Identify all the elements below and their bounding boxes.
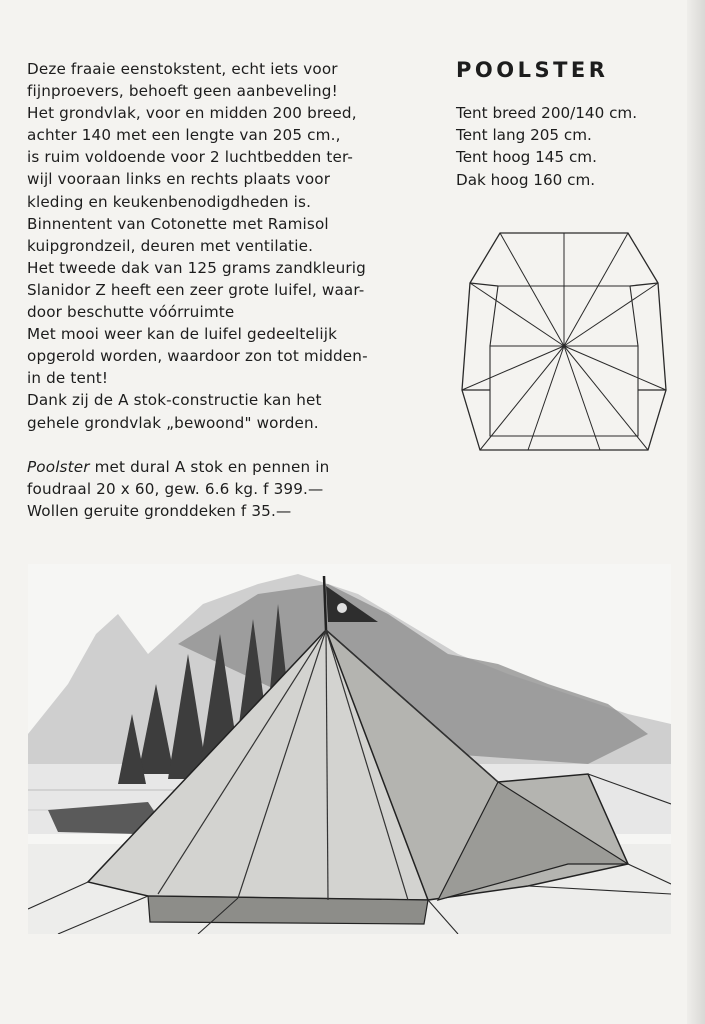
description-line: wijl vooraan links en rechts plaats voor <box>27 170 331 189</box>
paragraph-gap <box>27 434 425 456</box>
tent-wall <box>148 896 428 924</box>
description-line: is ruim voldoende voor 2 luchtbedden ter- <box>27 148 354 167</box>
spec-width: Tent breed 200/140 cm. <box>456 104 638 122</box>
description-line: opgerold worden, waardoor zon tot midden- <box>27 347 368 366</box>
price-line-2: foudraal 20 x 60, gew. 6.6 kg. f 399.— <box>27 479 324 498</box>
description-line: achter 140 met een lengte van 205 cm., <box>27 126 341 145</box>
description-line: Met mooi weer kan de luifel gedeeltelijk <box>27 325 338 344</box>
description-line: Het grondvlak, voor en midden 200 breed, <box>27 104 357 123</box>
description-line: Slanidor Z heeft een zeer grote luifel, waar- <box>27 280 365 299</box>
description-line: Binnentent van Cotonette met Ramisol <box>27 214 329 233</box>
description-line: kleding en keukenbenodigdheden is. <box>27 192 312 211</box>
description-line: kuipgrondzeil, deuren met ventilatie. <box>27 236 314 255</box>
flag-emblem <box>337 603 347 613</box>
description-line: gehele grondvlak „bewoond" worden. <box>27 413 319 432</box>
price-line-1 <box>27 456 425 478</box>
page-title: POOLSTER <box>456 58 609 82</box>
spec-length: Tent lang 205 cm. <box>456 126 592 145</box>
tent-illustration <box>28 564 671 934</box>
description-line: in de tent! <box>27 369 109 388</box>
spec-height: Tent hoog 145 cm. <box>456 148 597 167</box>
description-line: Dank zij de A stok-constructie kan het <box>27 391 322 410</box>
description-line: Het tweede dak van 125 grams zandkleurig <box>27 258 366 277</box>
description-line: door beschutte vóórruimte <box>27 303 235 322</box>
description-text <box>27 58 425 522</box>
price-line-3: Wollen geruite gronddeken f 35.— <box>27 501 292 520</box>
description-line: fijnproevers, behoeft geen aanbeveling! <box>27 82 338 101</box>
product-name: Poolster <box>27 457 90 476</box>
page-edge-shadow <box>687 0 705 1024</box>
spec-list <box>456 102 686 191</box>
floor-plan-diagram <box>458 228 670 454</box>
description-line: Deze fraaie eenstokstent, echt iets voor <box>27 60 338 78</box>
price-line-1-text: met dural A stok en pennen in <box>89 457 330 476</box>
tent-drawing <box>28 564 671 934</box>
spec-roof-height: Dak hoog 160 cm. <box>456 170 596 189</box>
